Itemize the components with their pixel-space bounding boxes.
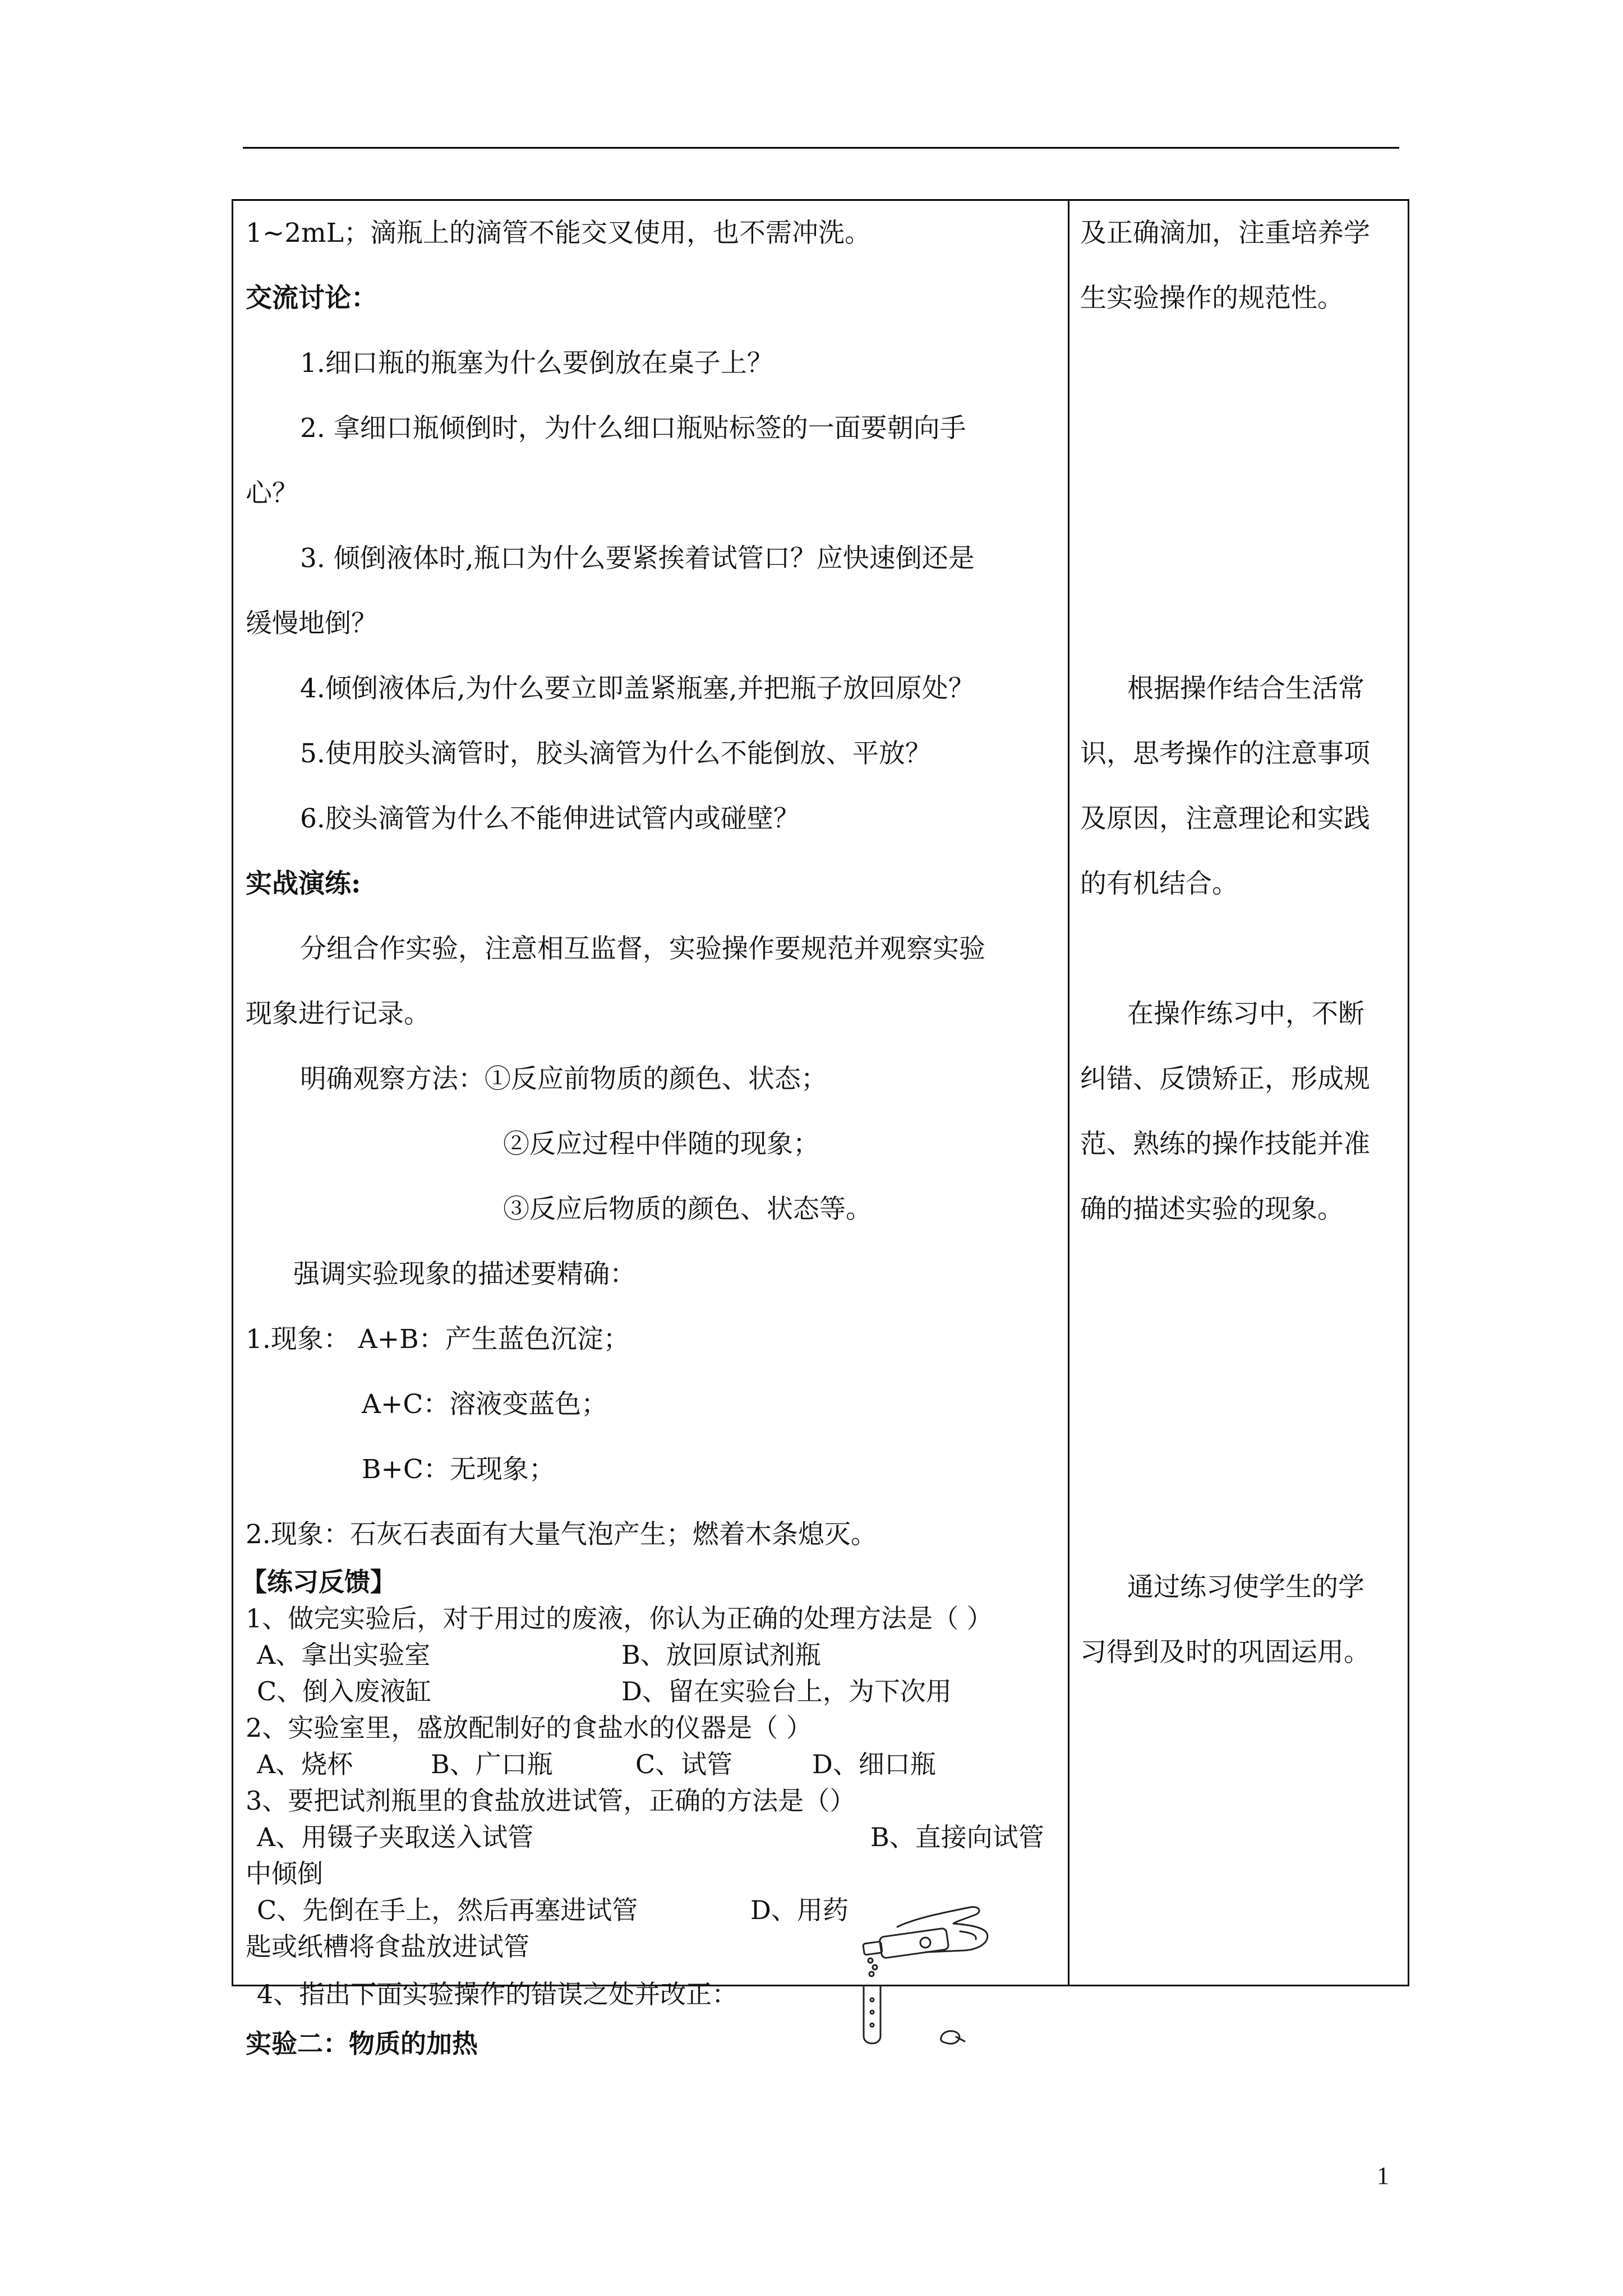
- note-4-cont: 习得到及时的巩固运用。: [1080, 1637, 1370, 1668]
- exercise-3-option-b: B、直接向试管: [870, 1822, 1044, 1852]
- text-line: 1~2mL；滴瓶上的滴管不能交叉使用，也不需冲洗。: [246, 218, 871, 249]
- test-tube-icon: [858, 1983, 981, 2050]
- exercise-2-option-c: C、试管: [635, 1749, 733, 1779]
- note-4: 通过练习使学生的学: [1127, 1572, 1364, 1603]
- exercise-1-option-d: D、留在实验台上，为下次用: [621, 1676, 952, 1706]
- observe-method-3: ③反应后物质的颜色、状态等。: [503, 1194, 872, 1225]
- question-3: 3. 倾倒液体时,瓶口为什么要紧挨着试管口？应快速倒还是: [300, 543, 975, 574]
- exercise-2-option-a: A、烧杯: [257, 1749, 353, 1779]
- phenomenon-1-ac: A+C：溶液变蓝色；: [362, 1389, 608, 1420]
- practice-heading: 实战演练:: [246, 868, 361, 899]
- feedback-heading: 【练习反馈】: [241, 1567, 396, 1597]
- exercise-3-option-a: A、用镊子夹取送入试管: [257, 1822, 534, 1852]
- exercise-3-option-b-cont: 中倾倒: [246, 1858, 323, 1889]
- observe-method-1: 明确观察方法：①反应前物质的颜色、状态；: [300, 1064, 827, 1094]
- exercise-2-option-d: D、细口瓶: [812, 1749, 936, 1779]
- note-2-cont: 及原因，注意理论和实践: [1080, 803, 1370, 834]
- exercise-3-option-c: C、先倒在手上，然后再塞进试管: [257, 1895, 638, 1925]
- practice-text: 分组合作实验，注意相互监督，实验操作要规范并观察实验: [300, 933, 985, 964]
- phenomenon-1: 1.现象： A+B：产生蓝色沉淀；: [246, 1324, 630, 1355]
- question-5: 5.使用胶头滴管时，胶头滴管为什么不能倒放、平放？: [300, 738, 932, 769]
- note-1-cont: 生实验操作的规范性。: [1080, 283, 1344, 314]
- exercise-1-option-b: B、放回原试剂瓶: [621, 1640, 821, 1670]
- column-divider: [1068, 201, 1069, 1985]
- question-2: 2. 拿细口瓶倾倒时，为什么细口瓶贴标签的一面要朝向手: [300, 413, 966, 444]
- experiment-2-heading: 实验二：物质的加热: [246, 2028, 478, 2059]
- note-3-cont: 纠错、反馈矫正，形成规: [1080, 1064, 1370, 1094]
- note-2: 根据操作结合生活常: [1127, 673, 1364, 704]
- question-2-cont: 心？: [246, 478, 298, 509]
- exercise-3: 3、要把试剂瓶里的食盐放进试管，正确的方法是（）: [246, 1786, 856, 1816]
- observe-method-2: ②反应过程中伴随的现象；: [503, 1129, 819, 1159]
- question-6: 6.胶头滴管为什么不能伸进试管内或碰壁？: [300, 803, 800, 834]
- discussion-heading: 交流讨论：: [246, 283, 377, 314]
- note-3-cont: 确的描述实验的现象。: [1080, 1194, 1344, 1225]
- question-4: 4.倾倒液体后,为什么要立即盖紧瓶塞,并把瓶子放回原处？: [300, 673, 975, 704]
- note-1: 及正确滴加，注重培养学: [1080, 218, 1370, 249]
- note-3: 在操作练习中，不断: [1127, 999, 1364, 1029]
- practice-text-cont: 现象进行记录。: [246, 999, 430, 1029]
- phenomenon-1-bc: B+C：无现象；: [362, 1454, 555, 1485]
- exercise-1-option-a: A、拿出实验室: [257, 1640, 431, 1670]
- emphasis-text: 强调实验现象的描述要精确：: [293, 1259, 636, 1290]
- question-3-cont: 缓慢地倒？: [246, 608, 377, 639]
- note-3-cont: 范、熟练的操作技能并准: [1080, 1129, 1370, 1159]
- phenomenon-2: 2.现象：石灰石表面有大量气泡产生；燃着木条熄灭。: [246, 1519, 877, 1550]
- exercise-2-option-b: B、广口瓶: [431, 1749, 553, 1779]
- exercise-1: 1、做完实验后，对于用过的废液，你认为正确的处理方法是（ ）: [246, 1603, 993, 1634]
- exercise-1-option-c: C、倒入废液缸: [257, 1676, 432, 1706]
- exercise-3-option-d: D、用药: [750, 1895, 849, 1925]
- header-rule: [243, 147, 1399, 149]
- note-2-cont: 的有机结合。: [1080, 868, 1238, 899]
- exercise-4: 4、指出下面实验操作的错误之处并改正：: [257, 1979, 738, 2009]
- note-2-cont: 识，思考操作的注意事项: [1080, 738, 1370, 769]
- question-1: 1.细口瓶的瓶塞为什么要倒放在桌子上？: [300, 348, 773, 379]
- exercise-3-option-d-cont: 匙或纸槽将食盐放进试管: [246, 1931, 529, 1962]
- page-number: 1: [1377, 2162, 1389, 2189]
- exercise-2: 2、实验室里，盛放配制好的食盐水的仪器是（ ）: [246, 1713, 812, 1743]
